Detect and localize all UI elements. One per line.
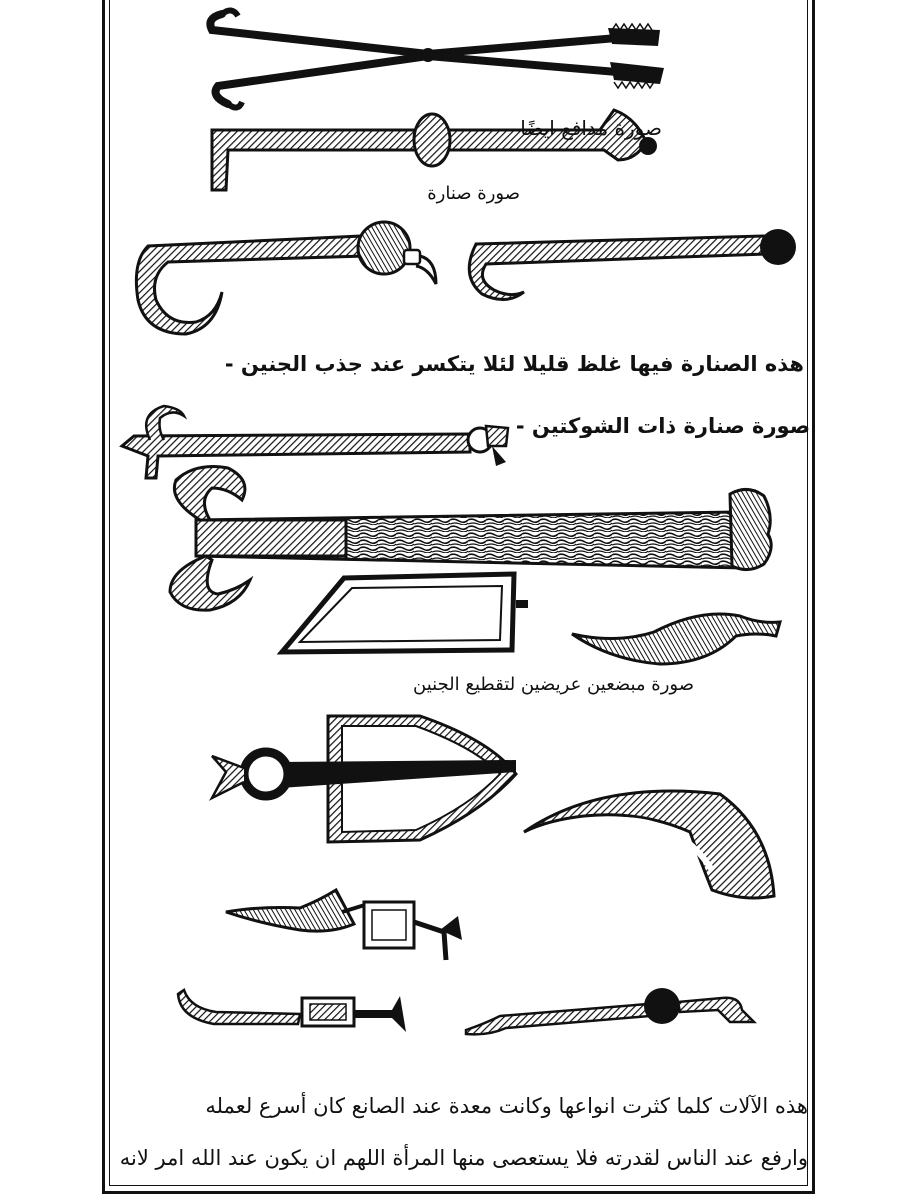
- claw-blade-illustration: [524, 791, 774, 898]
- winged-blade-illustration: [226, 890, 462, 960]
- curved-blade-illustration: [572, 614, 780, 664]
- double-hook-illustration: [122, 406, 508, 478]
- thin-hook-illustration: [178, 990, 406, 1032]
- caption-hook-note: هذه الصنارة فيها غلظ قليلا لئلا يتكسر عند جذب الجنين -: [224, 352, 804, 376]
- caption-hook: صورة صنارة: [427, 183, 520, 204]
- hook-right-illustration: [469, 229, 796, 300]
- caption-scalpels: صورة مبضعين عريضين لتقطيع الجنين: [413, 674, 694, 695]
- footer-line-2: وارفع عند الناس لقدرته فلا يستعصى منها المرأة اللهم ان يكون عند الله امر لانه: [119, 1146, 808, 1170]
- caption-double-hook: صورة صنارة ذات الشوكتين -: [515, 414, 810, 438]
- caption-cannon: صورة مدافع ايضًا: [520, 116, 662, 140]
- crossed-forceps-illustration: [210, 10, 664, 107]
- hook-left-illustration: [136, 222, 436, 334]
- footer-line-1: هذه الآلات كلما كثرت انواعها وكانت معدة عند الصانع كان أسرع لعمله: [205, 1094, 808, 1118]
- trapezoid-blade-illustration: [282, 574, 528, 652]
- round-scalpel-illustration: [212, 716, 516, 842]
- bulb-hook-illustration: [466, 988, 754, 1034]
